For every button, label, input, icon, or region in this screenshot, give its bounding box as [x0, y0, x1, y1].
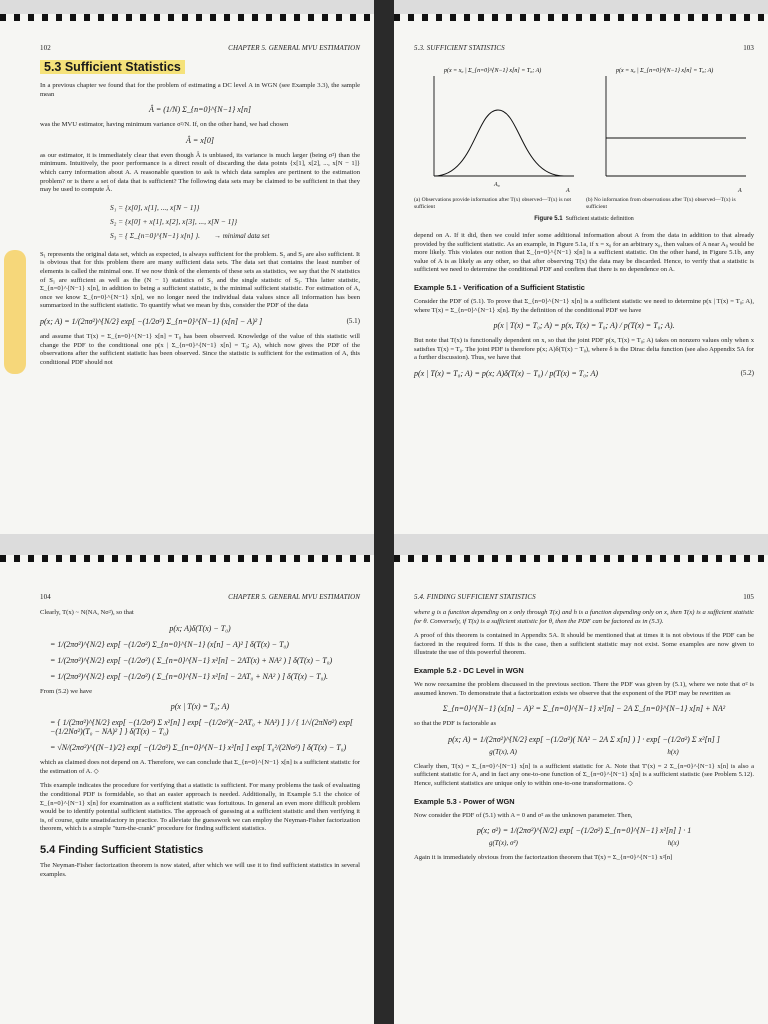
equation: = 1/(2πσ²)^{N/2} exp[ −(1/2σ²) Σ_{n=0}^{N−1} (x[n] − A)² ] δ(T(x) − T₀)	[50, 639, 289, 649]
section-title: 5.3 Sufficient Statistics	[40, 60, 360, 74]
paragraph: Clearly then, T(x) = Σ_{n=0}^{N−1} x[n] is a sufficient statistic for A. Note that T′(x) = 2 Σ_{n=0}^{N−1} x[n] is also a sufficient statistic for A, and in fact any one-to-one function of Σ_{n=0}^{N−1} x[n] is a sufficient statistic (see Problem 5.12). Hence, sufficient statistics are unique only to within one-to-one transformations. ◇	[414, 762, 754, 787]
brace-h: h(x)	[667, 839, 680, 848]
figure-caption: Figure 5.1 Sufficient statistic definition	[534, 216, 634, 222]
handwritten-note: → minimal data set	[214, 231, 270, 240]
paragraph: We now reexamine the problem discussed in the previous section. There the PDF was given by (5.1), where we note that σ² is assumed known. To demonstrate that a factorization exists we observe that the exponent of the PDF may be rewritten as	[414, 680, 754, 697]
figure-b-plot	[586, 60, 754, 195]
page-number: 105	[743, 593, 754, 601]
paragraph: and assume that T(x) = Σ_{n=0}^{N−1} x[n] = T₀ has been observed. Knowledge of the value of this statistic will change the PDF to the conditional one p(x | Σ_{n=0}^{N−1} x[n] = T₀; A), which now gives the PDF of the observations after the sufficient statistic has been observed. Since the statistic is sufficient for the estimation of A, this conditional PDF should not	[40, 332, 360, 366]
page-edge-top	[0, 14, 374, 21]
figure-panel-b	[586, 60, 754, 211]
equation: Â = (1/N) Σ_{n=0}^{N−1} x[n]	[148, 105, 251, 115]
set-s2: S₂ = {x[0] + x[1], x[2], x[3], ..., x[N − 1]}	[110, 216, 238, 226]
equation: p(x; A) = 1/(2πσ²)^{N/2} exp[ −(1/2σ²)( NA² − 2A Σ x[n] ) ] · exp[ −(1/2σ²) Σ x²[n] ]	[448, 734, 720, 744]
brace-g: g(T(x), A)	[489, 747, 517, 756]
margin-highlight	[4, 250, 26, 374]
brace-h: h(x)	[667, 747, 679, 756]
paragraph: This example indicates the procedure for verifying that a statistic is sufficient. For many problems the task of evaluating the conditional PDF is formidable, so that an easier approach is needed. Additionally, in Example 5.1 the choice of Σ_{n=0}^{N−1} x[n] for examination as a sufficient statistic was fortuitous. In general an even more difficult problem would be to identify potential sufficient statistics. The approach of guessing at a sufficient statistic and then verifying it is, of course, quite unsatisfactory in practice. To alleviate the guesswork we can employ the Neyman-Fisher factorization theorem, which is a simple "turn-the-crank" procedure for finding sufficient statistics.	[40, 782, 360, 833]
paragraph: Consider the PDF of (5.1). To prove that Σ_{n=0}^{N−1} x[n] is a sufficient statistic we need to determine p(x | T(x) = T₀; A), where T(x) = Σ_{n=0}^{N−1} x[n]. By the definition of the conditional PDF we have	[414, 297, 754, 314]
equation: = 1/(2πσ²)^{N/2} exp[ −(1/2σ²) ( Σ_{n=0}^{N−1} x²[n] − 2AT₀ + NA² ) ] δ(T(x) − T₀).	[50, 671, 329, 681]
chapter-title: 5.3. SUFFICIENT STATISTICS	[414, 44, 505, 52]
figure-panel-a	[414, 60, 582, 211]
equation: = { 1/(2πσ²)^{N/2} exp[ −(1/2σ²) Σ x²[n] ] exp[ −(1/2σ²)(−2AT₀ + NA²) ] } / { 1/√(2πNσ²) exp[ −(1/2Nσ²)(T₀ − NA)² ] } δ(T(x) − T₀)	[50, 718, 354, 737]
paragraph: where g is a function depending on x only through T(x) and h is a function depending only on x, then T(x) is a sufficient statistic for θ. Conversely, if T(x) is a sufficient statistic for θ, then the PDF can be factored as in (5.3).	[414, 609, 754, 625]
page-edge-top	[394, 555, 768, 562]
page-number: 102	[40, 44, 51, 52]
running-header	[40, 44, 360, 52]
set-s1: S₁ = {x[0], x[1], ..., x[N − 1]}	[110, 202, 200, 212]
paragraph: Clearly, T(x) ~ N(NA, Nσ²), so that	[40, 609, 134, 616]
running-header	[414, 44, 754, 52]
equation: Σ_{n=0}^{N−1} (x[n] − A)² = Σ_{n=0}^{N−1} x²[n] − 2A Σ_{n=0}^{N−1} x[n] + NA²	[442, 704, 726, 714]
fig-a-label: p(x = x₀ | Σ_{n=0}^{N−1} x[n] = T₀; A)	[444, 68, 542, 74]
running-header	[414, 593, 754, 601]
section-title: 5.4 Finding Sufficient Statistics	[40, 843, 204, 856]
paragraph: as our estimator, it is immediately clear that even though Â is unbiased, its variance is much larger (being σ²) than the minimum. Intuitively, the poor performance is a direct result of discarding the data points {x[1], x[2], ..., x[N − 1]} which carry information about A. A reasonable question to ask is which data samples are pertinent to the estimation problem? or is there a set of data that is sufficient? The following data sets may be claimed to be sufficient in that they may be used to compute Â.	[40, 151, 360, 194]
page-edge-top	[0, 555, 374, 562]
set-s3: S₃ = { Σ_{n=0}^{N−1} x[n] }. → minimal data set	[110, 230, 270, 240]
fig-a-tick: A₀	[494, 182, 500, 188]
running-header	[40, 593, 360, 601]
fig-b-label: p(x = x₀ | Σ_{n=0}^{N−1} x[n] = T₀; A)	[616, 68, 714, 74]
page-number: 104	[40, 593, 51, 601]
chapter-title: 5.4. FINDING SUFFICIENT STATISTICS	[414, 593, 536, 601]
paragraph: S₁ represents the original data set, which as expected, is always sufficient for the problem. S₂ and S₃ are also sufficient. It is obvious that for this problem there are many sufficient data sets. The data set that contains the least number of elements is called the minimal one. If we now think of the elements of these sets as statistics, we say that the N statistics of S₁ are sufficient as well as the (N − 1) statistics of S₂ and the single statistic of S₃. This latter statistic, Σ_{n=0}^{N−1} x[n], in addition to being a sufficient statistic, is the minimal sufficient statistic. For estimation of A, once we know Σ_{n=0}^{N−1} x[n], we no longer need the individual data values since all information has been summarized in the sufficient statistic. To quantify what we mean by this, consider the PDF of the data	[40, 250, 360, 310]
equation-braces	[414, 748, 754, 756]
equation: p(x; A)δ(T(x) − T₀)	[169, 623, 231, 633]
book-spine	[374, 0, 394, 1024]
example-title: Example 5.3 - Power of WGN	[414, 796, 515, 806]
paragraph: Again it is immediately obvious from the factorization theorem that T(x) = Σ_{n=0}^{N−1} x²[n]	[414, 854, 673, 862]
equation: p(x; σ²) = 1/(2πσ²)^{N/2} exp[ −(1/2σ²) Σ_{n=0}^{N−1} x²[n] ] · 1	[476, 826, 692, 836]
page-105	[394, 555, 768, 1024]
example-title: Example 5.2 - DC Level in WGN	[414, 665, 524, 675]
data-sets	[110, 201, 360, 243]
caption-a: (a) Observations provide information after T(x) observed—T(x) is not sufficient	[414, 197, 572, 210]
brace-g: g(T(x), σ²)	[488, 839, 518, 848]
paragraph: From (5.2) we have	[40, 687, 93, 695]
equation-braces	[414, 839, 754, 847]
figure-5-1	[414, 60, 754, 211]
equation: = √N/(2πσ²)^{(N−1)/2} exp[ −(1/2σ²) Σ_{n=0}^{N−1} x²[n] ] exp[ T₀²/(2Nσ²) ] δ(T(x) − T₀)	[50, 743, 347, 753]
paragraph: In a previous chapter we found that for the problem of estimating a DC level A in WGN (see Example 3.3), the sample mean	[40, 82, 360, 98]
equation: p(x | T(x) = T₀; A) = p(x, T(x) = T₀; A) / p(T(x) = T₀; A).	[493, 321, 675, 331]
paragraph: A proof of this theorem is contained in Appendix 5A. It should be mentioned that at times it is not obvious if the PDF can be factored in the required form. If this is the case, then a sufficient statistic may not exist. Some examples are now given to illustrate the use of this powerful theorem.	[414, 632, 754, 657]
paragraph: The Neyman-Fisher factorization theorem is now stated, after which we will use it to find sufficient statistics in several examples.	[40, 861, 360, 878]
equation: Â = x[0]	[185, 135, 215, 145]
chapter-title: CHAPTER 5. GENERAL MVU ESTIMATION	[228, 593, 360, 601]
paragraph: so that the PDF is factorable as	[414, 720, 497, 728]
page-103	[394, 14, 768, 534]
paragraph: which as claimed does not depend on A. Therefore, we can conclude that Σ_{n=0}^{N−1} x[n] is a sufficient statistic for the estimation of A. ◇	[40, 759, 360, 775]
equation: p(x | T(x) = T₀; A)	[170, 702, 230, 712]
fig-b-axis: A	[738, 188, 742, 194]
example-title: Example 5.1 - Verification of a Sufficient Statistic	[414, 282, 585, 292]
page-104	[0, 555, 374, 1024]
equation-5-2: p(x | T(x) = T₀; A) = p(x; A)δ(T(x) − T₀) / p(T(x) = T₀; A) (5.2)	[414, 368, 754, 378]
page-edge-top	[394, 14, 768, 21]
paragraph: Now consider the PDF of (5.1) with A = 0 and σ² as the unknown parameter. Then,	[414, 811, 633, 819]
paragraph: depend on A. If it did, then we could infer some additional information about A from the data in addition to that already provided by the sufficient statistic. As an example, in Figure 5.1a, if x = x₀ for an arbitrary x₀, then values of A near A₀ would be more likely. This violates our notion that Σ_{n=0}^{N−1} x[n] is a sufficient statistic. On the other hand, in Figure 5.1b, any value of A is as likely as any other, so that after observing T(x) the data may be discarded. Hence, to verify that a statistic is sufficient we need to determine the conditional PDF and confirm that there is no dependence on A.	[414, 232, 754, 274]
caption-b: (b) No information from observations after T(x) observed—T(x) is sufficient	[586, 197, 736, 210]
paragraph: But note that T(x) is functionally dependent on x, so that the joint PDF p(x, T(x) = T₀; A) takes on nonzero values only when x satisfies T(x) = T₀. The joint PDF is therefore p(x; A)δ(T(x) − T₀), where δ is the Dirac delta function (see also Appendix 5A for a further discussion). Thus, we have that	[414, 337, 754, 362]
paragraph: was the MVU estimator, having minimum variance σ²/N. If, on the other hand, we had chosen	[40, 121, 289, 129]
equation-5-1: p(x; A) = 1/(2πσ²)^{N/2} exp[ −(1/2σ²) Σ_{n=0}^{N−1} (x[n] − A)² ] (5.1)	[40, 316, 360, 326]
page-102	[0, 14, 374, 534]
chapter-title: CHAPTER 5. GENERAL MVU ESTIMATION	[228, 44, 360, 52]
fig-a-axis: A	[566, 188, 570, 194]
equation: = 1/(2πσ²)^{N/2} exp[ −(1/2σ²) ( Σ_{n=0}^{N−1} x²[n] − 2AT(x) + NA² ) ] δ(T(x) − T₀)	[50, 655, 333, 665]
figure-a-plot	[414, 60, 582, 195]
page-number: 103	[743, 44, 754, 52]
